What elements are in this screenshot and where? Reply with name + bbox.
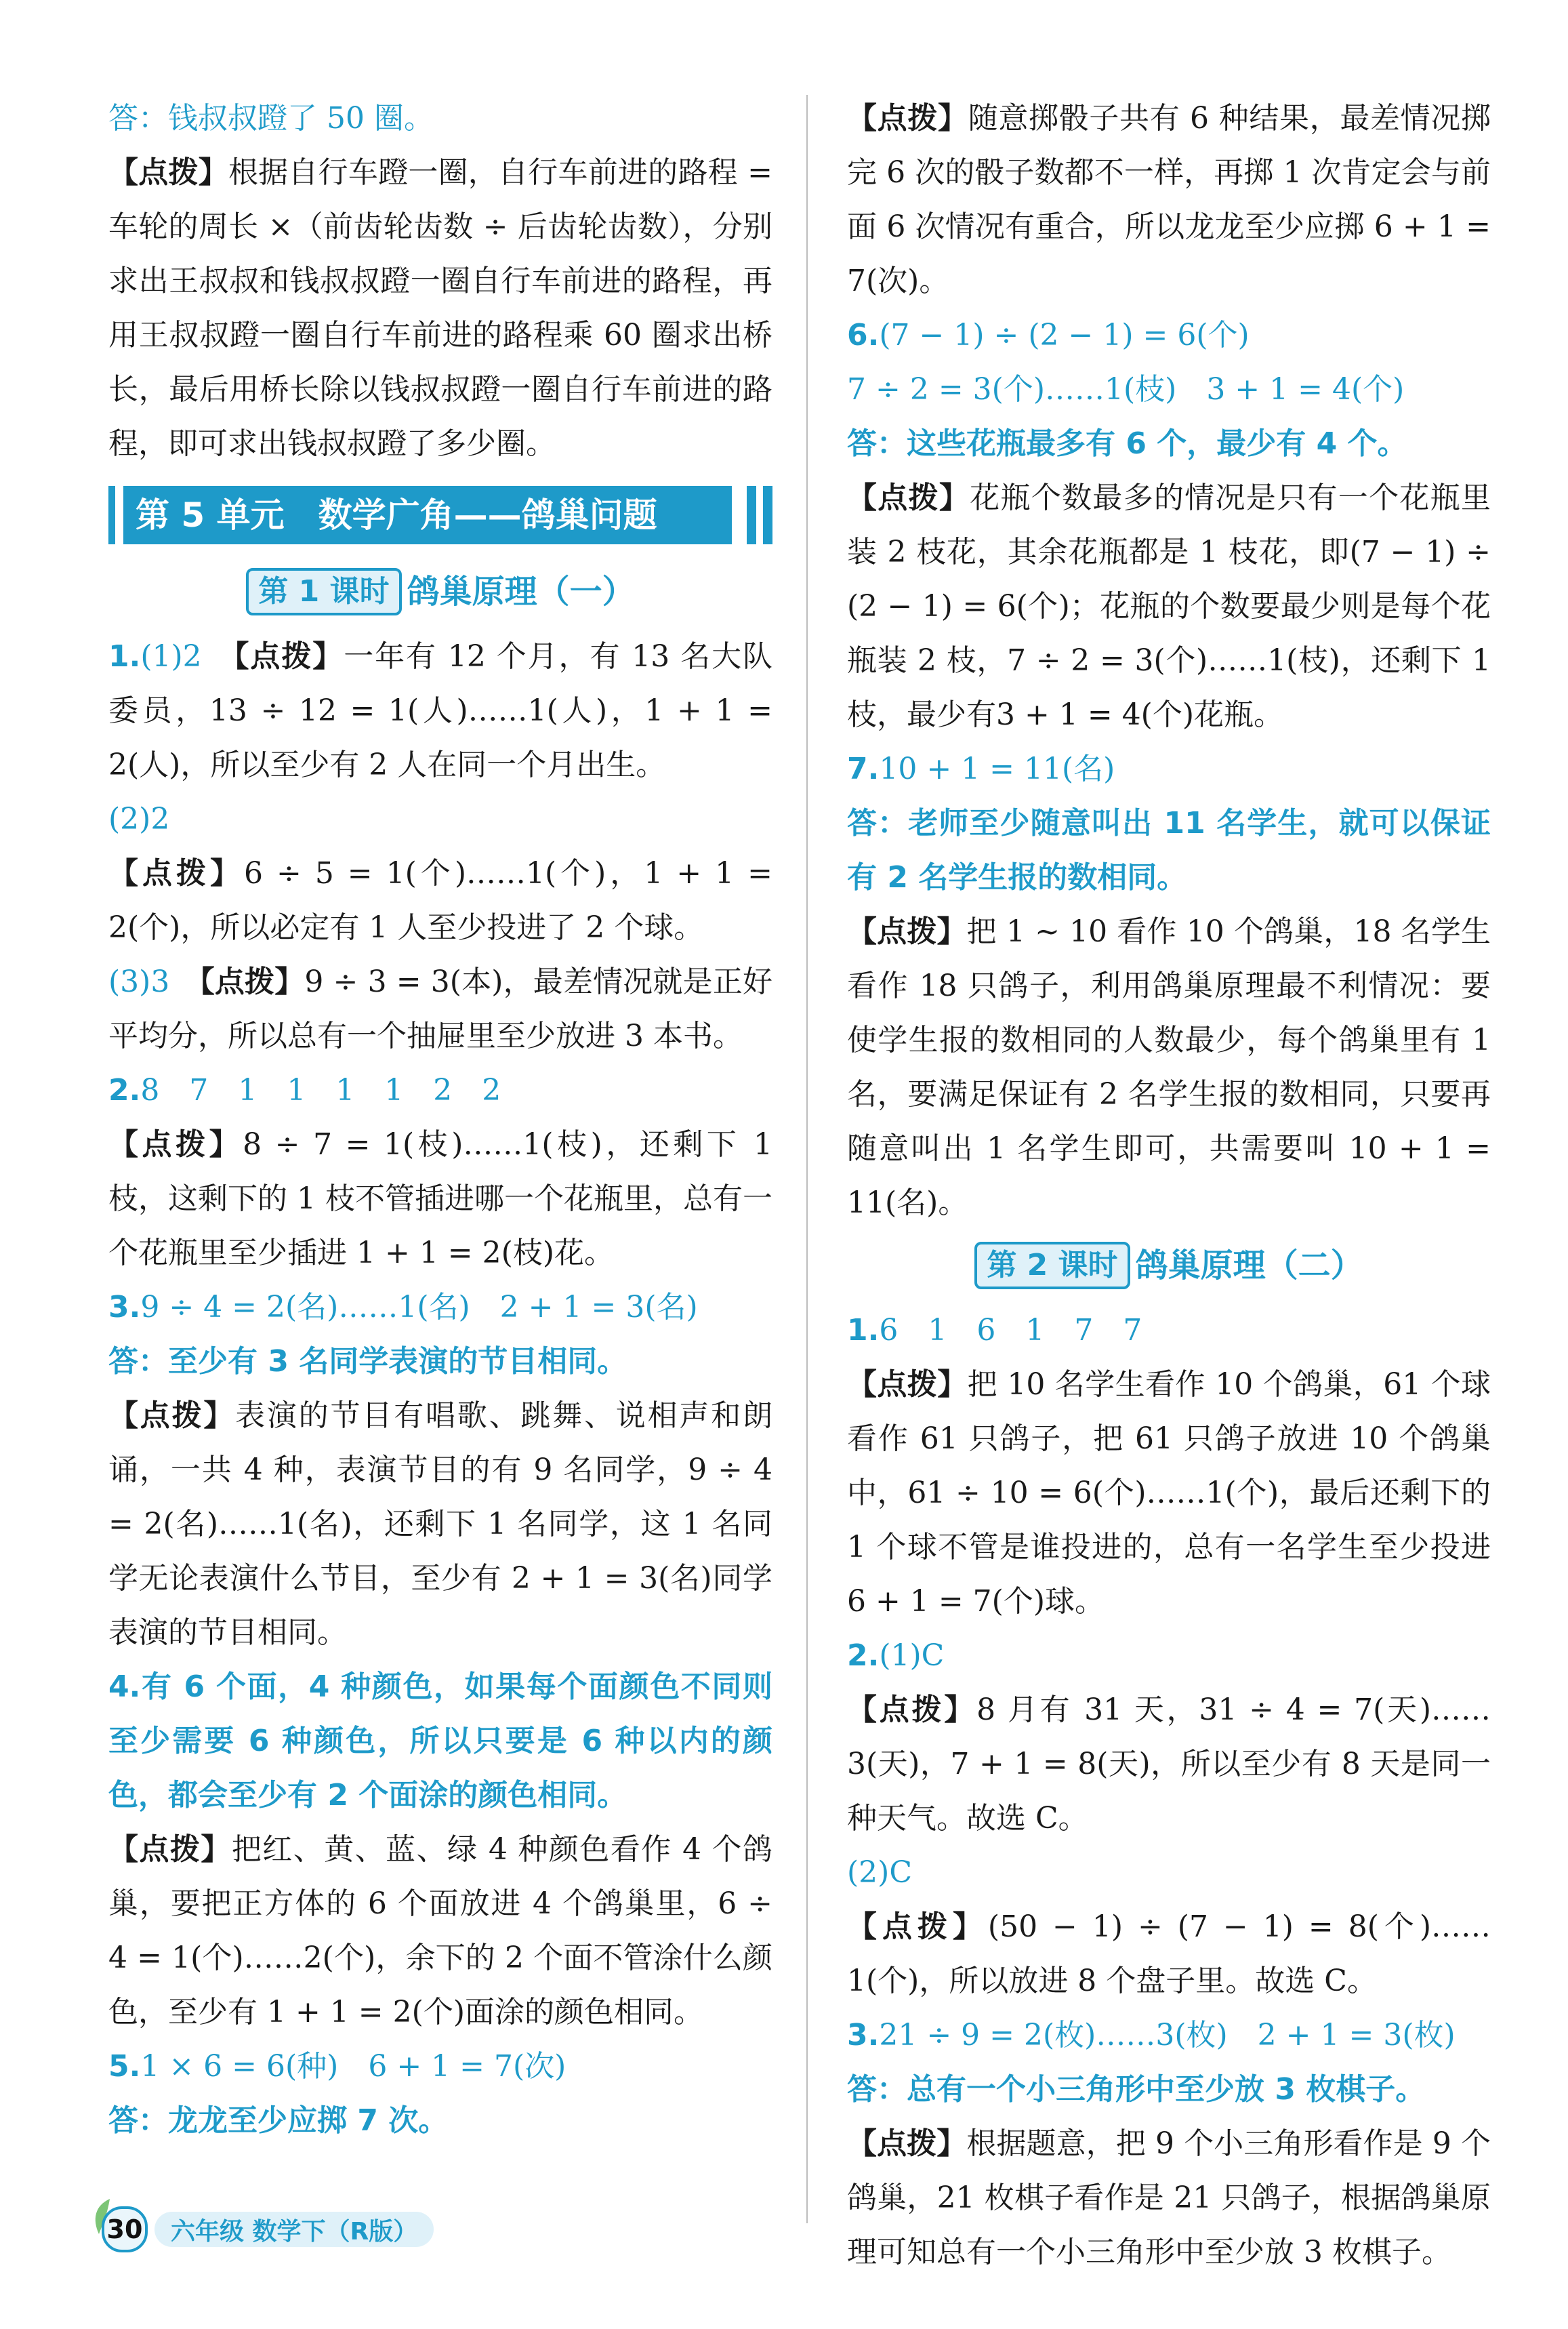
answer-text: (2)2 xyxy=(108,802,170,836)
page-footer xyxy=(102,2206,434,2252)
lesson-heading xyxy=(108,565,772,619)
answer-text: 答：钱叔叔蹬了 50 圈。 xyxy=(108,101,434,136)
answer-text: 答：这些花瓶最多有 6 个，最少有 4 个。 xyxy=(847,426,1407,461)
question-5: 5.1 × 6 = 6(种) 6 + 1 = 7(次) xyxy=(108,2049,566,2084)
answer-text: (2)C xyxy=(847,1855,912,1890)
explanation: 【点拨】表演的节目有唱歌、跳舞、说相声和朗诵，一共 4 种，表演节目的有 9 名同学，9 ÷ 4 = 2(名)……1(名)，还剩下 1 名同学，这 1 名同学无论表演什么节目，至少有 2 + 1 = 3(名)同学表演的节目相同。 xyxy=(108,1398,773,1650)
explanation: 【点拨】随意掷骰子共有 6 种结果，最差情况掷完 6 次的骰子数都不一样，再掷 1 次肯定会与前面 6 次情况有重合，所以龙龙至少应掷 6 + 1 = 7(次)。 xyxy=(847,101,1491,298)
unit-banner xyxy=(108,486,772,544)
left-column xyxy=(108,92,772,2148)
right-column xyxy=(847,92,1491,2280)
explanation: (3)3 【点拨】9 ÷ 3 = 3(本)，最差情况就是正好平均分，所以总有一个抽屉里至少放进 3 本书。 xyxy=(108,965,773,1053)
unit-title: 第 5 单元 数学广角——鸽巢问题 xyxy=(136,495,657,535)
answer-text: 答：龙龙至少应掷 7 次。 xyxy=(108,2103,449,2138)
question-6: 6.(7 − 1) ÷ (2 − 1) = 6(个) xyxy=(847,318,1250,352)
book-title: 六年级 数学下（R版） xyxy=(154,2212,434,2247)
question-1: 1.(1)2 【点拨】一年有 12 个月，有 13 名大队委员，13 ÷ 12 = 1(人)……1(人)，1 + 1 = 2(人)，所以至少有 2 人在同一个月出生。 xyxy=(108,639,773,782)
explanation: 【点拨】把 10 名学生看作 10 个鸽巢，61 个球看作 61 只鸽子，把 61 只鸽子放进 10 个鸽巢中，61 ÷ 10 = 6(个)……1(个)，最后还剩下的 1 个球不管是谁投进的，总有一名学生至少投进 6 + 1 = 7(个)球。 xyxy=(847,1367,1491,1619)
explanation: 【点拨】花瓶个数最多的情况是只有一个花瓶里装 2 枝花，其余花瓶都是 1 枝花，即(7 − 1) ÷ (2 − 1) = 6(个)；花瓶的个数要最少则是每个花瓶装 2 枝，7 ÷ 2 = 3(个)……1(枝)，还剩下 1 枝，最少有3 + 1 = 4(个)花瓶。 xyxy=(847,481,1491,732)
lesson-tag: 第 1 课时 xyxy=(246,568,401,615)
lesson-heading xyxy=(847,1238,1491,1293)
lesson-name: 鸽巢原理（一） xyxy=(407,573,635,611)
banner-right-bars xyxy=(747,486,772,544)
lesson-name: 鸽巢原理（二） xyxy=(1135,1247,1363,1284)
lesson-tag: 第 2 课时 xyxy=(974,1242,1130,1289)
explanation: 【点拨】把 1 ~ 10 看作 10 个鸽巢，18 名学生看作 18 只鸽子，利用鸽巢原理最不利情况：要使学生报的数相同的人数最少，每个鸽巢里有 1 名，要满足保证有 2 名学生报的数相同，只要再随意叫出 1 名学生即可，共需要叫 10 + 1 = 11(名)。 xyxy=(847,914,1491,1220)
explanation: 【点拨】8 ÷ 7 = 1(枝)……1(枝)，还剩下 1 枝，这剩下的 1 枝不管插进哪一个花瓶里，总有一个花瓶里至少插进 1 + 1 = 2(枝)花。 xyxy=(108,1127,772,1270)
question-4: 4.有 6 个面，4 种颜色，如果每个面颜色不同则至少需要 6 种颜色，所以只要是 6 种以内的颜色，都会至少有 2 个面涂的颜色相同。 xyxy=(108,1669,772,1812)
question-7: 7.10 + 1 = 11(名) xyxy=(847,752,1115,786)
tip-label: 【点拨】 xyxy=(108,155,228,190)
answer-text: 答：老师至少随意叫出 11 名学生，就可以保证有 2 名学生报的数相同。 xyxy=(847,806,1491,895)
answer-text: 答：总有一个小三角形中至少放 3 枚棋子。 xyxy=(847,2072,1426,2107)
answer-text: 答：至少有 3 名同学表演的节目相同。 xyxy=(108,1344,627,1379)
explanation: 【点拨】根据自行车蹬一圈，自行车前进的路程 = 车轮的周长 ×（前齿轮齿数 ÷ 后齿轮齿数），分别求出王叔叔和钱叔叔蹬一圈自行车前进的路程，再用王叔叔蹬一圈自行车前进的路程乘 60 圈求出桥长，最后用桥长除以钱叔叔蹬一圈自行车前进的路程，即可求出钱叔叔蹬了多少圈。 xyxy=(108,155,772,461)
explanation: 【点拨】(50 − 1) ÷ (7 − 1) = 8(个)……1(个)，所以放进 8 个盘子里。故选 C。 xyxy=(847,1909,1491,1998)
answer-text: 7 ÷ 2 = 3(个)……1(枝) 3 + 1 = 4(个) xyxy=(847,372,1405,407)
question-2: 2.8 7 1 1 1 1 2 2 xyxy=(108,1073,501,1108)
column-divider xyxy=(806,95,808,2223)
question-1: 1.6 1 6 1 7 7 xyxy=(847,1313,1142,1348)
explanation: 【点拨】8 月有 31 天，31 ÷ 4 = 7(天)……3(天)，7 + 1 = 8(天)，所以至少有 8 天是同一种天气。故选 C。 xyxy=(847,1693,1491,1836)
question-2: 2.(1)C xyxy=(847,1638,945,1673)
page-number: 30 xyxy=(102,2206,148,2252)
banner-left-bar xyxy=(108,486,123,544)
explanation: 【点拨】把红、黄、蓝、绿 4 种颜色看作 4 个鸽巢，要把正方体的 6 个面放进 4 个鸽巢里，6 ÷ 4 = 1(个)……2(个)，余下的 2 个面不管涂什么颜色，至少有 1 + 1 = 2(个)面涂的颜色相同。 xyxy=(108,1832,773,2029)
explanation: 【点拨】6 ÷ 5 = 1(个)……1(个)，1 + 1 = 2(个)，所以必定有 1 人至少投进了 2 个球。 xyxy=(108,856,772,945)
explanation: 【点拨】根据题意，把 9 个小三角形看作是 9 个鸽巢，21 枚棋子看作是 21 只鸽子，根据鸽巢原理可知总有一个小三角形中至少放 3 枚棋子。 xyxy=(847,2126,1491,2269)
question-3: 3.9 ÷ 4 = 2(名)……1(名) 2 + 1 = 3(名) xyxy=(108,1290,698,1324)
question-3: 3.21 ÷ 9 = 2(枚)……3(枚) 2 + 1 = 3(枚) xyxy=(847,2018,1456,2052)
